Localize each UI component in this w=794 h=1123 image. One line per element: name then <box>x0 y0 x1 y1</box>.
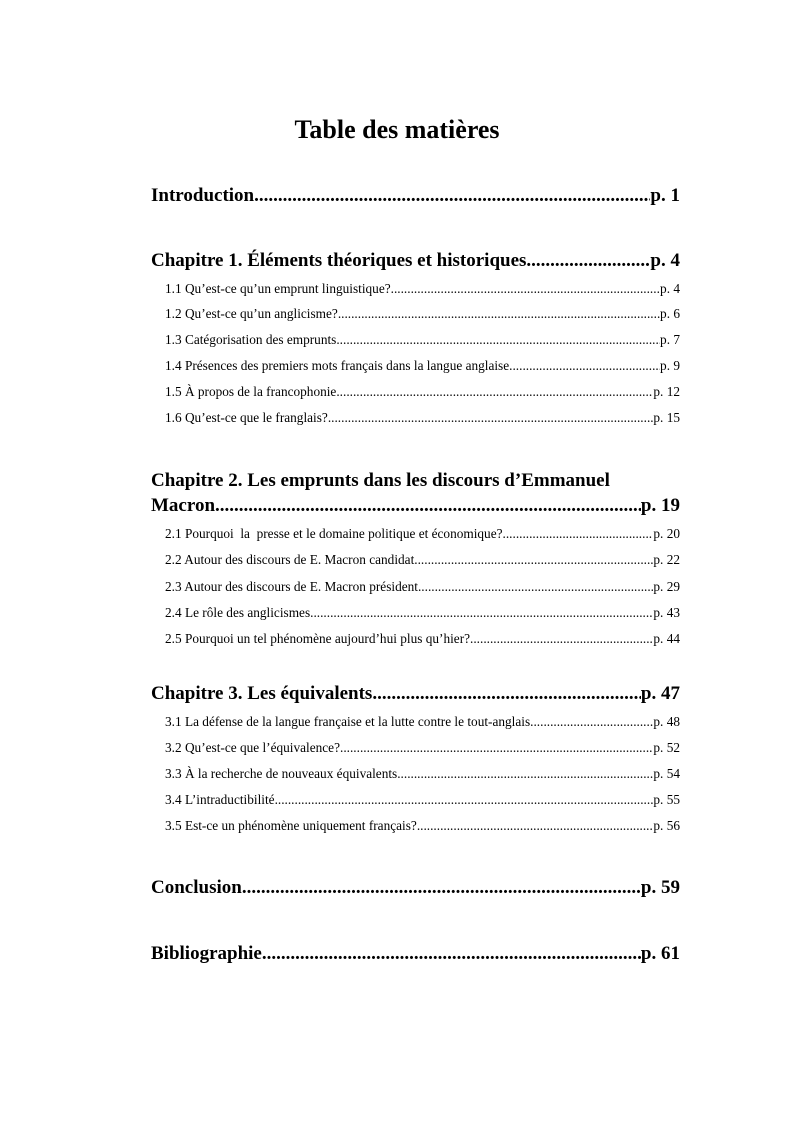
dot-leader <box>509 357 660 375</box>
dot-leader <box>530 713 653 731</box>
dot-leader <box>254 184 650 208</box>
toc-entry-3-4[interactable] <box>165 791 680 809</box>
dot-leader <box>242 876 641 900</box>
toc-label: Conclusion <box>151 877 242 898</box>
toc-entry-2-4[interactable] <box>165 604 680 622</box>
toc-page-number: p. 7 <box>660 332 680 347</box>
toc-entry-1-4[interactable] <box>165 357 680 375</box>
toc-page-number: p. 20 <box>653 526 680 541</box>
toc-label: 3.1 La défense de la langue française et la lutte contre le tout-anglais <box>165 714 531 729</box>
toc-label: 3.5 Est-ce un phénomène uniquement français? <box>165 818 417 833</box>
toc-label: 1.1 Qu’est-ce qu’un emprunt linguistique? <box>165 281 391 296</box>
dot-leader <box>503 525 654 543</box>
toc-entry-2-1[interactable] <box>165 525 680 543</box>
toc-label: 3.4 L’intraductibilité <box>165 792 275 807</box>
toc-entry-1-5[interactable] <box>165 383 680 401</box>
toc-page-number: p. 59 <box>640 877 680 898</box>
toc-page-number: p. 52 <box>653 740 680 755</box>
toc-label: 2.4 Le rôle des anglicismes <box>165 605 311 620</box>
toc-label: 2.5 Pourquoi un tel phénomène aujourd’hui plus qu’hier? <box>165 631 471 646</box>
toc-page-number: p. 9 <box>660 358 680 373</box>
toc-label: Chapitre 3. Les équivalents <box>151 683 373 704</box>
toc-page-number: p. 4 <box>650 250 680 271</box>
toc-page-number: p. 22 <box>653 552 680 567</box>
dot-leader <box>414 551 653 569</box>
page-title: Table des matières <box>294 115 500 144</box>
toc-label: Macron <box>151 495 216 516</box>
toc-page-number: p. 15 <box>653 410 680 425</box>
dot-leader <box>340 739 653 757</box>
dot-leader <box>262 942 641 966</box>
toc-label: Chapitre 1. Éléments théoriques et historiques <box>151 250 527 271</box>
toc-label: 1.6 Qu’est-ce que le franglais? <box>165 410 328 425</box>
toc-page-number: p. 55 <box>653 792 680 807</box>
toc-label: Introduction <box>151 185 255 206</box>
toc-label: Chapitre 2. Les emprunts dans les discours d’Emmanuel <box>151 470 610 491</box>
toc-entry-1-1[interactable] <box>165 280 680 298</box>
toc-entry-2-3[interactable] <box>165 578 680 596</box>
toc-entry-1-6[interactable] <box>165 409 680 427</box>
toc-label: 3.3 À la recherche de nouveaux équivalents <box>165 766 398 781</box>
toc-label: 1.4 Présences des premiers mots français dans la langue anglaise <box>165 358 510 373</box>
dot-leader <box>372 682 641 706</box>
toc-page-number: p. 19 <box>640 495 680 516</box>
toc-entry-3-3[interactable] <box>165 765 680 783</box>
toc-entry-chapitre-3[interactable] <box>151 682 680 706</box>
toc-entry-chapitre-1[interactable] <box>151 249 680 273</box>
toc-page-number: p. 1 <box>650 185 680 206</box>
dot-leader <box>391 280 660 298</box>
dot-leader <box>215 494 641 518</box>
toc-page-number: p. 54 <box>653 766 680 781</box>
toc-entry-chapitre-2[interactable] <box>151 494 680 518</box>
toc-label: 1.2 Qu’est-ce qu’un anglicisme? <box>165 306 338 321</box>
toc-entry-introduction[interactable] <box>151 184 680 208</box>
toc-label: 2.1 Pourquoi la presse et le domaine politique et économique? <box>165 526 503 541</box>
toc-entry-bibliographie[interactable] <box>151 942 680 966</box>
dot-leader <box>275 791 654 809</box>
toc-label: 1.5 À propos de la francophonie <box>165 384 337 399</box>
toc-entry-2-5[interactable] <box>165 630 680 648</box>
dot-leader <box>417 817 654 835</box>
toc-page-number: p. 56 <box>653 818 680 833</box>
toc-label: 2.2 Autour des discours de E. Macron candidat <box>165 552 415 567</box>
toc-page-number: p. 44 <box>653 631 680 646</box>
dot-leader <box>397 765 653 783</box>
dot-leader <box>328 409 654 427</box>
toc-entry-chapitre-2-line-1[interactable] <box>151 469 680 493</box>
toc-page-number: p. 12 <box>653 384 680 399</box>
toc-page-number: p. 4 <box>660 281 680 296</box>
toc-label: 2.3 Autour des discours de E. Macron président <box>165 579 418 594</box>
dot-leader <box>338 305 660 323</box>
toc-entry-1-2[interactable] <box>165 305 680 323</box>
dot-leader <box>526 249 650 273</box>
toc-label: 3.2 Qu’est-ce que l’équivalence? <box>165 740 340 755</box>
toc-page-number: p. 47 <box>640 683 680 704</box>
toc-page-number: p. 61 <box>640 943 680 964</box>
toc-entry-3-1[interactable] <box>165 713 680 731</box>
toc-page-number: p. 43 <box>653 605 680 620</box>
dot-leader <box>336 383 653 401</box>
toc-page-number: p. 29 <box>653 579 680 594</box>
toc-label: 1.3 Catégorisation des emprunts <box>165 332 337 347</box>
toc-entry-1-3[interactable] <box>165 331 680 349</box>
toc-entry-3-5[interactable] <box>165 817 680 835</box>
dot-leader <box>310 604 653 622</box>
toc-entry-3-2[interactable] <box>165 739 680 757</box>
toc-entry-2-2[interactable] <box>165 551 680 569</box>
toc-entry-conclusion[interactable] <box>151 876 680 900</box>
dot-leader <box>470 630 653 648</box>
toc-page-number: p. 6 <box>660 306 680 321</box>
toc-label: Bibliographie <box>151 943 262 964</box>
dot-leader <box>336 331 660 349</box>
toc-page-number: p. 48 <box>653 714 680 729</box>
dot-leader <box>418 578 653 596</box>
